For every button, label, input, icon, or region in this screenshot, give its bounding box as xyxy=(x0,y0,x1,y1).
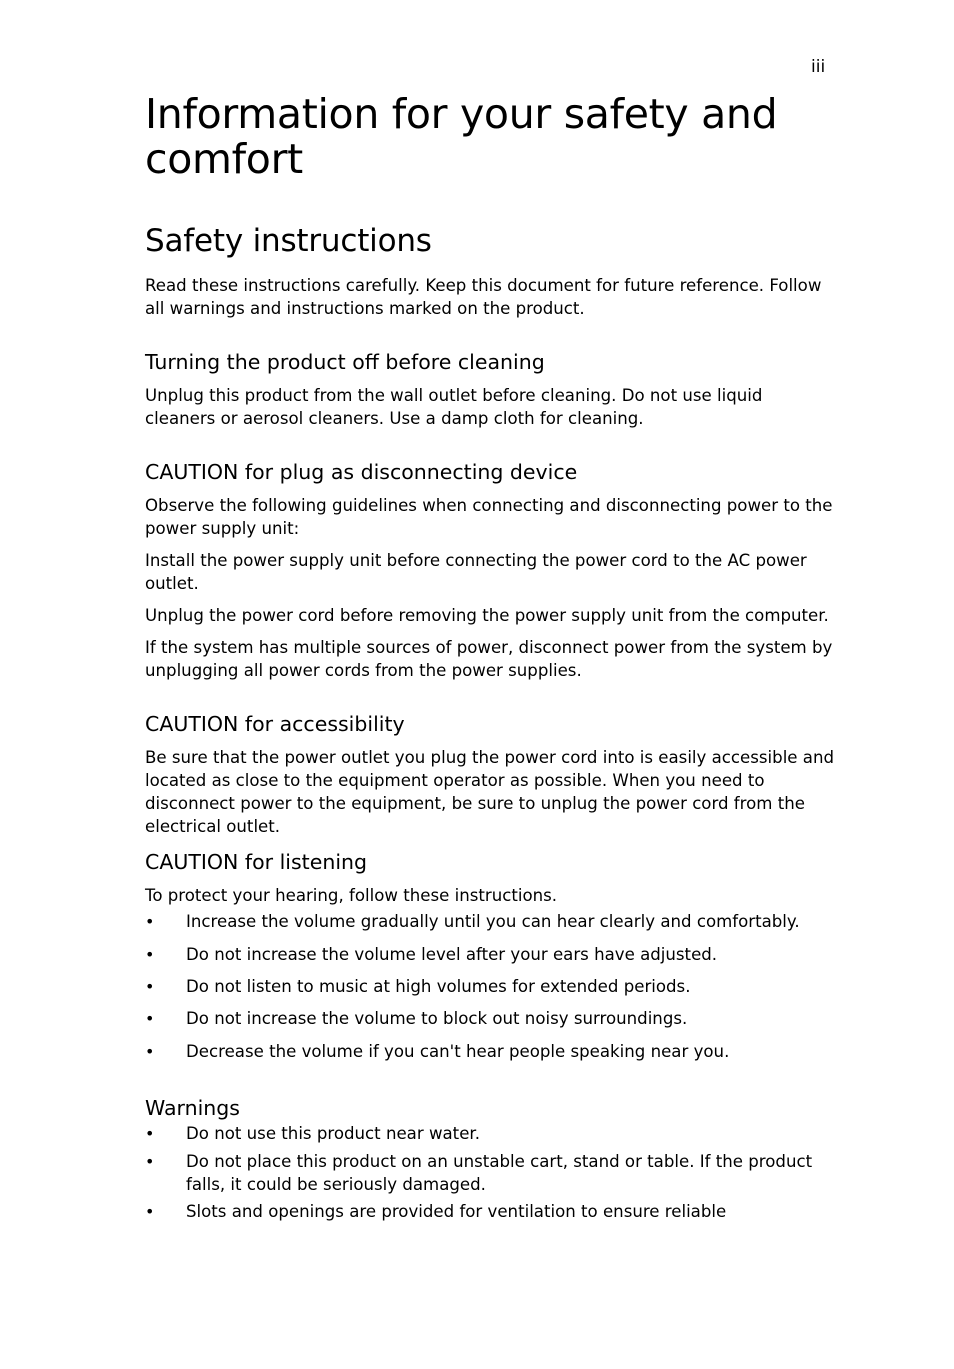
list-item xyxy=(145,1040,835,1063)
bullet-icon: • xyxy=(145,1124,155,1143)
accessibility-caution-heading: CAUTION for accessibility xyxy=(145,712,405,736)
bullet-icon: • xyxy=(145,977,155,996)
warnings-list xyxy=(145,1122,835,1223)
list-item xyxy=(145,1007,835,1030)
list-item-text: Do not listen to music at high volumes for extended periods. xyxy=(186,977,691,996)
plug-paragraph: Install the power supply unit before connecting the power cord to the AC power outlet. xyxy=(145,551,807,593)
listening-intro: To protect your hearing, follow these instructions. xyxy=(145,886,558,905)
cleaning-heading: Turning the product off before cleaning xyxy=(145,350,545,374)
list-item-text: Slots and openings are provided for ventilation to ensure reliable xyxy=(186,1202,727,1221)
listening-list xyxy=(145,910,835,1063)
bullet-icon: • xyxy=(145,1152,155,1171)
section-heading: Safety instructions xyxy=(145,223,432,259)
bullet-icon: • xyxy=(145,1009,155,1028)
list-item xyxy=(145,1150,835,1196)
bullet-icon: • xyxy=(145,1202,155,1221)
plug-paragraph: If the system has multiple sources of power, disconnect power from the system by unplugging all power cords from the power supplies. xyxy=(145,638,833,680)
list-item-text: Decrease the volume if you can't hear people speaking near you. xyxy=(186,1042,730,1061)
list-item xyxy=(145,1122,835,1145)
list-item xyxy=(145,1200,835,1223)
plug-caution-heading: CAUTION for plug as disconnecting device xyxy=(145,460,578,484)
plug-paragraph: Unplug the power cord before removing the power supply unit from the computer. xyxy=(145,606,829,625)
accessibility-paragraph: Be sure that the power outlet you plug the power cord into is easily accessible and located as close to the equipment operator as possible. When you need to disconnect power to the equipment, be sure to unplug the power cord from the electrical outlet. xyxy=(145,748,835,836)
plug-paragraph: Observe the following guidelines when connecting and disconnecting power to the power supply unit: xyxy=(145,496,833,538)
page-number: iii xyxy=(811,57,826,77)
list-item-text: Do not increase the volume level after your ears have adjusted. xyxy=(186,945,718,964)
bullet-icon: • xyxy=(145,1042,155,1061)
warnings-heading: Warnings xyxy=(145,1096,240,1120)
list-item xyxy=(145,910,835,933)
cleaning-paragraph: Unplug this product from the wall outlet before cleaning. Do not use liquid cleaners or aerosol cleaners. Use a damp cloth for cleaning. xyxy=(145,386,763,428)
page-title: Information for your safety and comfort xyxy=(145,90,778,183)
bullet-icon: • xyxy=(145,945,155,964)
list-item xyxy=(145,975,835,998)
document-body xyxy=(145,92,835,1223)
list-item-text: Do not increase the volume to block out noisy surroundings. xyxy=(186,1009,688,1028)
list-item xyxy=(145,943,835,966)
intro-paragraph: Read these instructions carefully. Keep this document for future reference. Follow all warnings and instructions marked on the product. xyxy=(145,276,822,318)
listening-caution-heading: CAUTION for listening xyxy=(145,850,368,874)
list-item-text: Do not place this product on an unstable cart, stand or table. If the product falls, it could be seriously damaged. xyxy=(186,1152,813,1194)
bullet-icon: • xyxy=(145,912,155,931)
list-item-text: Do not use this product near water. xyxy=(186,1124,480,1143)
list-item-text: Increase the volume gradually until you can hear clearly and comfortably. xyxy=(186,912,800,931)
